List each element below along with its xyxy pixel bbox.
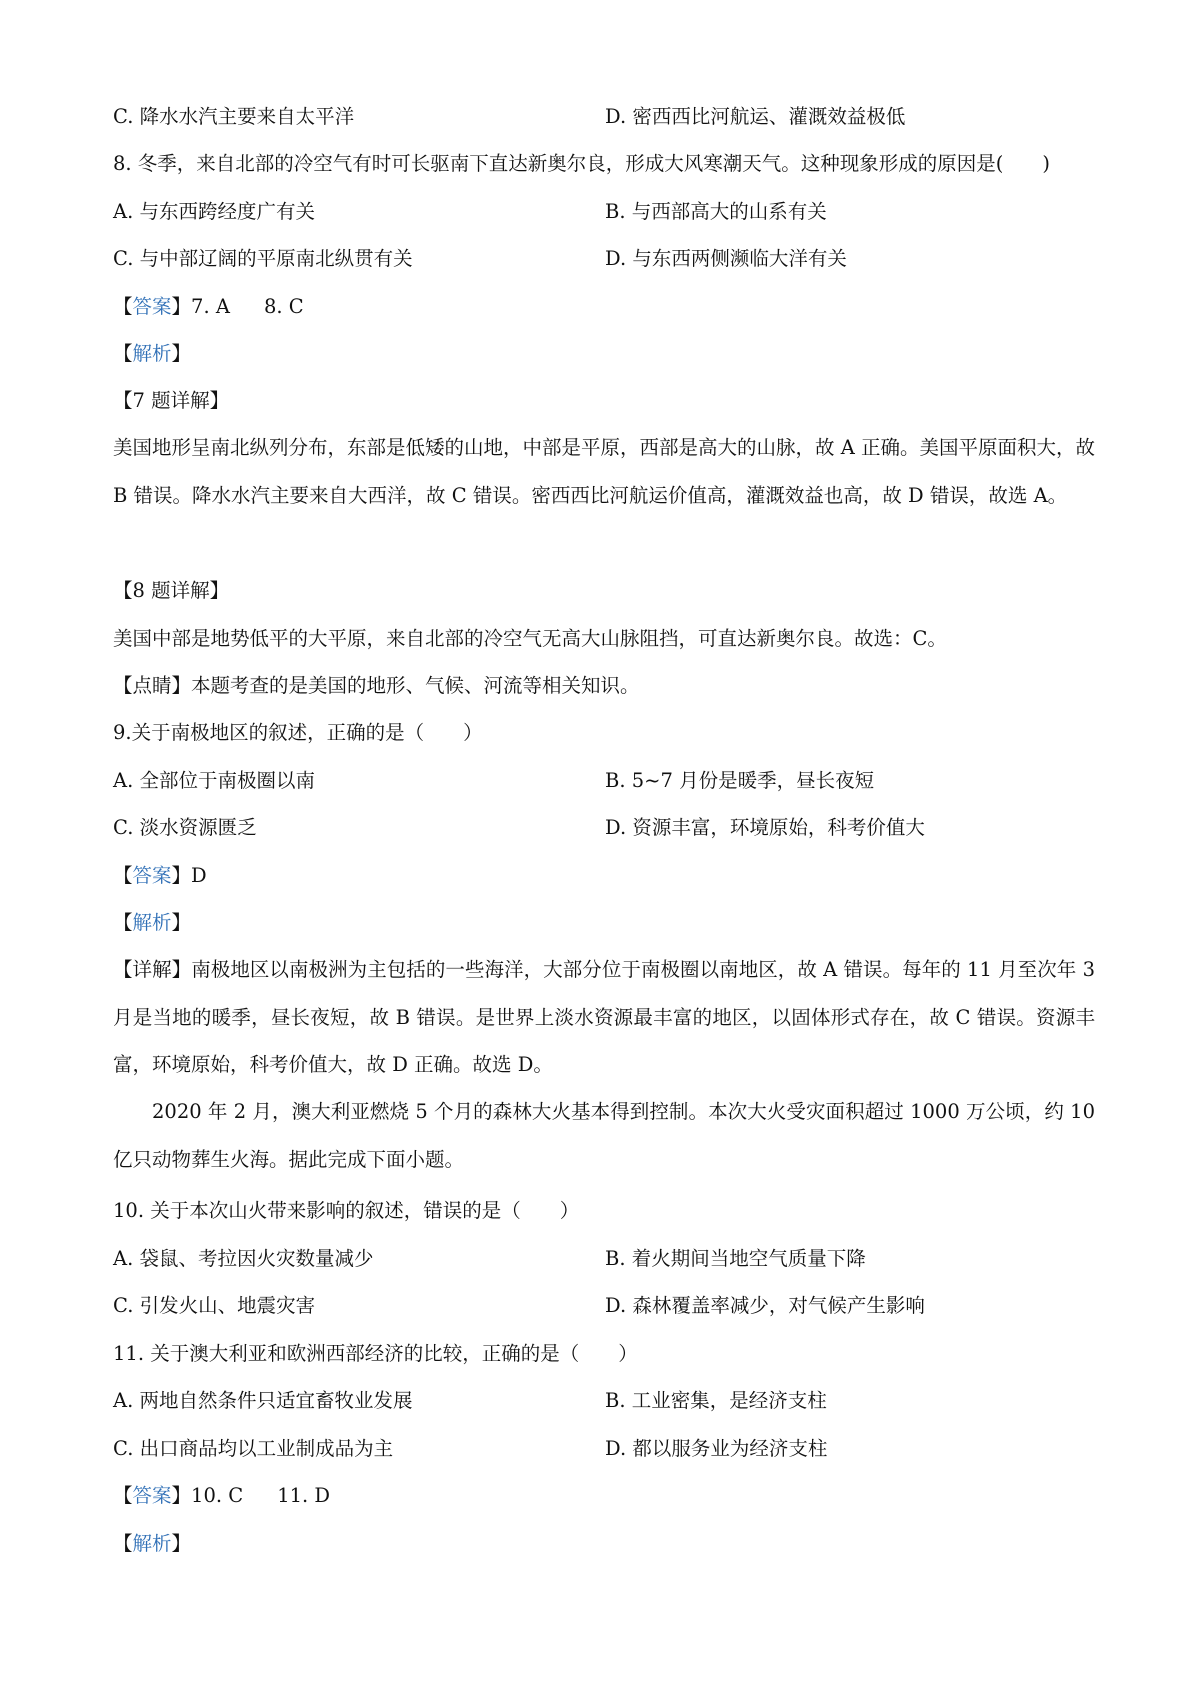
analysis-1011-bracket-close: 】 — [171, 1532, 192, 1555]
q11-option-d: D. 都以服务业为经济支柱 — [605, 1437, 828, 1460]
dianjing — [113, 673, 640, 699]
detail-8-heading: 【8 题详解】 — [113, 579, 230, 602]
q7-option-d: D. 密西西比河航运、灌溉效益极低 — [605, 105, 906, 128]
q11-option-b: B. 工业密集，是经济支柱 — [605, 1389, 827, 1412]
q11-option-a: A. 两地自然条件只适宜畜牧业发展 — [113, 1389, 413, 1412]
analysis-bracket-open: 【 — [113, 342, 133, 365]
q8-stem: 8. 冬季，来自北部的冷空气有时可长驱南下直达新奥尔良，形成大风寒潮天气。这种现象形成的原因是( ) — [113, 152, 1051, 175]
answer-9-value: D — [191, 864, 207, 887]
analysis-7-8 — [113, 341, 191, 367]
detail-7-text: 美国地形呈南北纵列分布，东部是低矮的山地，中部是平原，西部是高大的山脉，故 A 正确。美国平原面积大，故 B 错误。降水水汽主要来自大西洋，故 C 错误。密西西比河航运价值高，灌溉效益也高，故 D 错误，故选 A。 — [113, 436, 1095, 507]
answer-7: 7. A — [191, 295, 230, 318]
q8-option-d: D. 与东西两侧濒临大洋有关 — [605, 247, 847, 270]
answer-7-8 — [113, 294, 304, 320]
q9-option-a: A. 全部位于南极圈以南 — [113, 769, 315, 792]
answer-9-label: 答案 — [132, 864, 172, 887]
answer-10-11 — [113, 1483, 330, 1509]
q10-option-c: C. 引发火山、地震灾害 — [113, 1294, 316, 1317]
detail-8-text: 美国中部是地势低平的大平原，来自北部的冷空气无高大山脉阻挡，可直达新奥尔良。故选：C。 — [113, 627, 947, 650]
q11-option-c: C. 出口商品均以工业制成品为主 — [113, 1437, 394, 1460]
answer-9 — [113, 863, 207, 889]
q8-option-b: B. 与西部高大的山系有关 — [605, 200, 827, 223]
analysis-9-label: 解析 — [132, 911, 172, 934]
q9-option-d: D. 资源丰富，环境原始，科考价值大 — [605, 816, 925, 839]
analysis-label: 解析 — [132, 342, 172, 365]
answer-1011-label: 答案 — [132, 1484, 172, 1507]
detail-9-text: 南极地区以南极洲为主包括的一些海洋，大部分位于南极圈以南地区，故 A 错误。每年的 11 月至次年 3 月是当地的暖季，昼长夜短，故 B 错误。是世界上淡水资源最丰富的地区，以固体形式存在，故 C 错误。资源丰富，环境原始，科考价值大，故 D 正确。故选 D。 — [113, 958, 1095, 1076]
analysis-9 — [113, 910, 191, 936]
q9-stem: 9.关于南极地区的叙述，正确的是（ ） — [113, 721, 483, 744]
answer-bracket-open: 【 — [113, 295, 133, 318]
q7-option-c: C. 降水水汽主要来自太平洋 — [113, 105, 355, 128]
q9-option-c: C. 淡水资源匮乏 — [113, 816, 257, 839]
analysis-10-11 — [113, 1531, 191, 1557]
q8-option-c: C. 与中部辽阔的平原南北纵贯有关 — [113, 247, 413, 270]
detail-7-heading: 【7 题详解】 — [113, 389, 230, 412]
analysis-9-bracket-open: 【 — [113, 911, 133, 934]
analysis-bracket-close: 】 — [171, 342, 192, 365]
analysis-1011-bracket-open: 【 — [113, 1532, 133, 1555]
answer-10: 10. C — [191, 1484, 244, 1507]
q10-option-a: A. 袋鼠、考拉因火灾数量减少 — [113, 1247, 374, 1270]
answer-8: 8. C — [263, 295, 304, 318]
answer-1011-bracket-close: 】 — [171, 1484, 192, 1507]
dianjing-label: 【点睛】 — [113, 674, 192, 697]
answer-11: 11. D — [277, 1484, 331, 1507]
answer-label: 答案 — [132, 295, 172, 318]
analysis-1011-label: 解析 — [132, 1532, 172, 1555]
detail-9 — [113, 946, 1095, 1089]
q9-option-b: B. 5~7 月份是暖季，昼长夜短 — [605, 769, 875, 792]
material-10-11: 2020 年 2 月，澳大利亚燃烧 5 个月的森林大火基本得到控制。本次大火受灾面积超过 1000 万公顷，约 10 亿只动物葬生火海。据此完成下面小题。 — [113, 1100, 1095, 1171]
answer-1011-bracket-open: 【 — [113, 1484, 133, 1507]
q8-option-a: A. 与东西跨经度广有关 — [113, 200, 315, 223]
detail-9-label: 【详解】 — [113, 958, 192, 981]
analysis-9-bracket-close: 】 — [171, 911, 192, 934]
answer-9-bracket-close: 】 — [171, 864, 192, 887]
q11-stem: 11. 关于澳大利亚和欧洲西部经济的比较，正确的是（ ） — [113, 1342, 638, 1365]
q10-stem: 10. 关于本次山火带来影响的叙述，错误的是（ ） — [113, 1199, 580, 1222]
answer-9-bracket-open: 【 — [113, 864, 133, 887]
q10-option-b: B. 着火期间当地空气质量下降 — [605, 1247, 866, 1270]
q10-option-d: D. 森林覆盖率减少，对气候产生影响 — [605, 1294, 925, 1317]
dianjing-text: 本题考查的是美国的地形、气候、河流等相关知识。 — [191, 674, 640, 697]
answer-bracket-close: 】 — [171, 295, 192, 318]
